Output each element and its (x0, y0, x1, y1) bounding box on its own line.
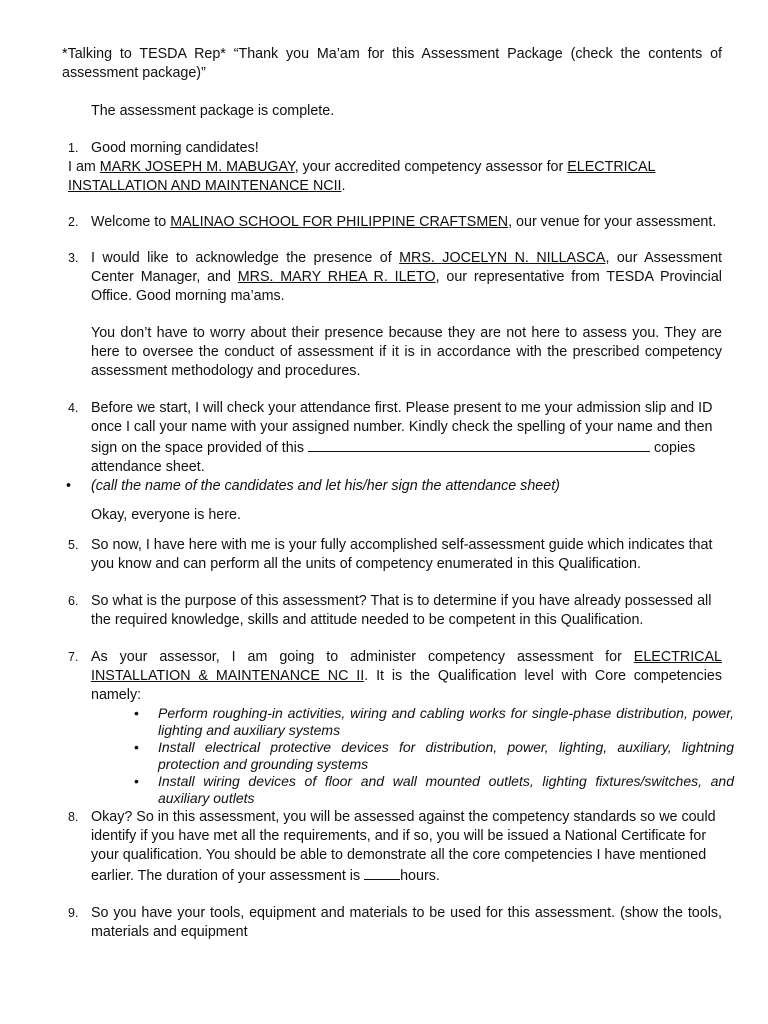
core-competency-item (62, 739, 734, 773)
script-item-7 (62, 648, 722, 705)
script-item-4 (62, 399, 722, 477)
center-manager-name: MRS. JOCELYN N. NILLASCA (399, 250, 606, 266)
script-item-2 (62, 213, 722, 232)
item-number: 9. (68, 906, 79, 920)
core-competency-text: Install wiring devices of floor and wall mounted outlets, lighting fixtures/switches, and auxiliary outlets (158, 773, 734, 806)
script-item-3 (62, 249, 722, 381)
purpose-text: So what is the purpose of this assessment? That is to determine if you have already possessed all the required knowledge, skills and attitude needed to be competent in this Qualification. (91, 593, 712, 628)
tesda-rep-name: MRS. MARY RHEA R. ILETO (237, 269, 436, 285)
bullet-icon: • (134, 739, 139, 755)
attendance-instruction: (call the name of the candidates and let his/her sign the attendance sheet) (91, 478, 560, 494)
okay-text: Okay, everyone is here. (91, 507, 241, 523)
assessor-introduction: I am MARK JOSEPH M. MABUGAY, your accredited competency assessor for ELECTRICAL INSTALLATION AND MAINTENANCE NCII. (68, 159, 656, 194)
qualification-name: ELECTRICAL INSTALLATION AND MAINTENANCE NCII (68, 159, 656, 194)
attendance-text: Before we start, I will check your attendance first. Please present to me your admission slip and ID once I call your name with your assigned number. Kindly check the spelling of your name and then sign on the space provided of this copies attendance sheet. (91, 400, 713, 475)
script-item-5 (62, 536, 722, 574)
certificate-text: Okay? So in this assessment, you will be assessed against the competency standards so we could identify if you have met all the requirements, and if so, you will be issued a National Certificate for your qualification. You should be able to demonstrate all the core competencies I have mentioned earlier. The duration of your assessment is hours. (91, 809, 716, 884)
acknowledge-text: I would like to acknowledge the presence of MRS. JOCELYN N. NILLASCA, our Assessment Center Manager, and MRS. MARY RHEA R. ILETO, our representative from TESDA Provincial Office. Good morning ma’ams. (91, 250, 723, 304)
item-number: 5. (68, 538, 79, 552)
welcome-text: Welcome to MALINAO SCHOOL FOR PHILIPPINE CRAFTSMEN, our venue for your assessment. (91, 214, 717, 230)
qualification-name: ELECTRICAL INSTALLATION & MAINTENANCE NC II (91, 649, 722, 684)
script-item-9 (62, 904, 722, 942)
attendance-note (62, 477, 722, 496)
script-item-8 (62, 808, 722, 886)
duration-blank-line (364, 865, 400, 880)
assessor-name: MARK JOSEPH M. MABUGAY (99, 159, 295, 175)
script-item-1 (62, 139, 722, 196)
self-assessment-text: So now, I have here with me is your fully accomplished self-assessment guide which indicates that you know and can perform all the units of competency enumerated in this Qualification. (91, 537, 713, 572)
intro-line: *Talking to TESDA Rep* “Thank you Ma’am for this Assessment Package (check the contents of assessment package)” (62, 46, 722, 81)
script-item-6 (62, 592, 722, 630)
item-number: 3. (68, 251, 79, 265)
oversee-text: You don’t have to worry about their presence because they are not here to assess you. They are here to oversee the conduct of assessment if it is in accordance with the prescribed competency assessment methodology and procedures. (91, 325, 722, 379)
item-number: 2. (68, 215, 79, 229)
intro-reply: The assessment package is complete. (91, 103, 335, 119)
core-competency-text: Perform roughing-in activities, wiring and cabling works for single-phase distribution, power, lighting and auxiliary systems (158, 705, 734, 738)
core-competency-item (62, 773, 734, 807)
bullet-icon: • (134, 773, 139, 789)
qualification-text: As your assessor, I am going to administer competency assessment for ELECTRICAL INSTALLATION & MAINTENANCE NC II. It is the Qualification level with Core competencies namely: (91, 649, 722, 703)
bullet-icon: • (66, 478, 72, 494)
bullet-icon: • (134, 705, 139, 721)
core-competency-item (62, 705, 734, 739)
item-number: 6. (68, 594, 79, 608)
item-number: 8. (68, 810, 79, 824)
greeting-text: Good morning candidates! (91, 140, 259, 156)
document-page (62, 45, 734, 942)
attendance-blank-line (308, 437, 650, 452)
item-number: 4. (68, 401, 79, 415)
item-number: 1. (68, 141, 79, 155)
core-competency-text: Install electrical protective devices for distribution, power, lighting, auxiliary, lightning protection and grounding systems (158, 739, 734, 772)
tools-text: So you have your tools, equipment and materials to be used for this assessment. (show the tools, materials and equipment (91, 905, 722, 940)
item-number: 7. (68, 650, 79, 664)
venue-name: MALINAO SCHOOL FOR PHILIPPINE CRAFTSMEN (170, 214, 509, 230)
